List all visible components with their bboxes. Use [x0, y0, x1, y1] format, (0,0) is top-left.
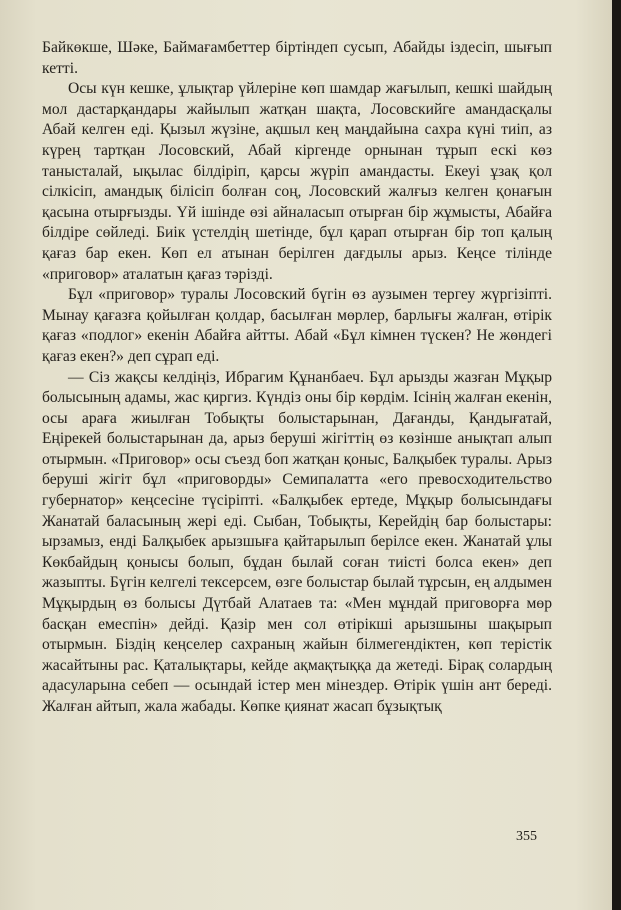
page-number: 355	[516, 829, 537, 844]
paragraph-1: Байкөкше, Шәке, Баймағамбеттер біртіндеп сусып, Абайды іздесіп, шығып кетті.	[42, 39, 552, 77]
page-text	[42, 38, 552, 718]
paragraph-4: — Сіз жақсы келдіңіз, Ибрагим Құнанбаеч. Бұл арызды жазған Мұқыр болысының адамы, жас қиргиз. Күндіз оны бір көрдім. Ісінің жалған екенін, осы араға жиылған Тобықты болыстарынан, Дағанды, Қандығатай, Еңірекей болыстарынан да, арыз беруші жігіттің өз көзінше анықтап алып отырмын. «Приговор» осы съезд боп жатқан қоныс, Балқыбек туралы. Арыз беруші жігіт бұл «приговорды» Семипалатта «его превосходительство губернатор» кеңсесіне түсіріпті. «Балқыбек ертеде, Мұқыр болысындағы Жанатай баласының жері еді. Сыбан, Тобықты, Керейдің бар болыстары: ырзамыз, енді Балқыбек арызшыға қайтарылып берілсе екен. Жанатай ұлы Көкбайдың қонысы болып, бұдан былай соған тиісті болса екен» деп жазыпты. Бүгін келгелі тексерсем, өзге болыстар былай тұрсын, ең алдымен Мұқырдың өз болысы Дүтбай Алатаев та: «Мен мұндай приговорға мөр басқан емеспін» дейді. Қазір мен сол өтірікші арызшыны шақырып отырмын. Біздің кеңселер сахраның жайын білмегендіктен, көп терістік жасайтыны рас. Қаталықтары, кейде ақмақтыққа да жетеді. Бірақ солардың адасуларына себеп — осындай істер мен мінездер. Өтірік үшін ант береді. Жалған айтып, жала жабады. Көпке қиянат жасап бұзықтық	[42, 368, 552, 715]
paragraph-3: Бұл «приговор» туралы Лосовский бүгін өз аузымен тергеу жүргізіпті. Мынау қағазға қойылған қолдар, басылған мөрлер, барлығы жалған, өтірік қағаз «подлог» екенін Абайға айтты. Абай «Бұл кімнен түскен? Не жөндегі қағаз екен?» деп сұрап еді.	[42, 286, 552, 365]
paragraph-2: Осы күн кешке, ұлықтар үйлеріне көп шамдар жағылып, кешкі шайдың мол дастарқандары жайылып жатқан шақта, Лосовскийге амандасқалы Абай келген еді. Қызыл жүзіне, ақшыл кең маңдайына сахра күні тиіп, аз күрең тартқан Лосовский, Абай кіргенде орнынан тұрып ескі көз танысталай, ықылас білдіріп, қарсы жүріп амандасты. Екеуі ұзақ қол сілкісіп, амандық білісіп болған соң, Лосовский жалғыз келген қонағын қасына отырғызды. Үй ішінде өзі айналасып отырған бір жұмысты, Абайға білдіре сөйледі. Биік үстелдің шетінде, бұл қарап отырған бір топ қалың қағаз бар екен. Көп ел атынан берілген дағдылы арыз. Кеңсе тілінде «приговор» аталатын қағаз тәрізді.	[42, 80, 552, 283]
